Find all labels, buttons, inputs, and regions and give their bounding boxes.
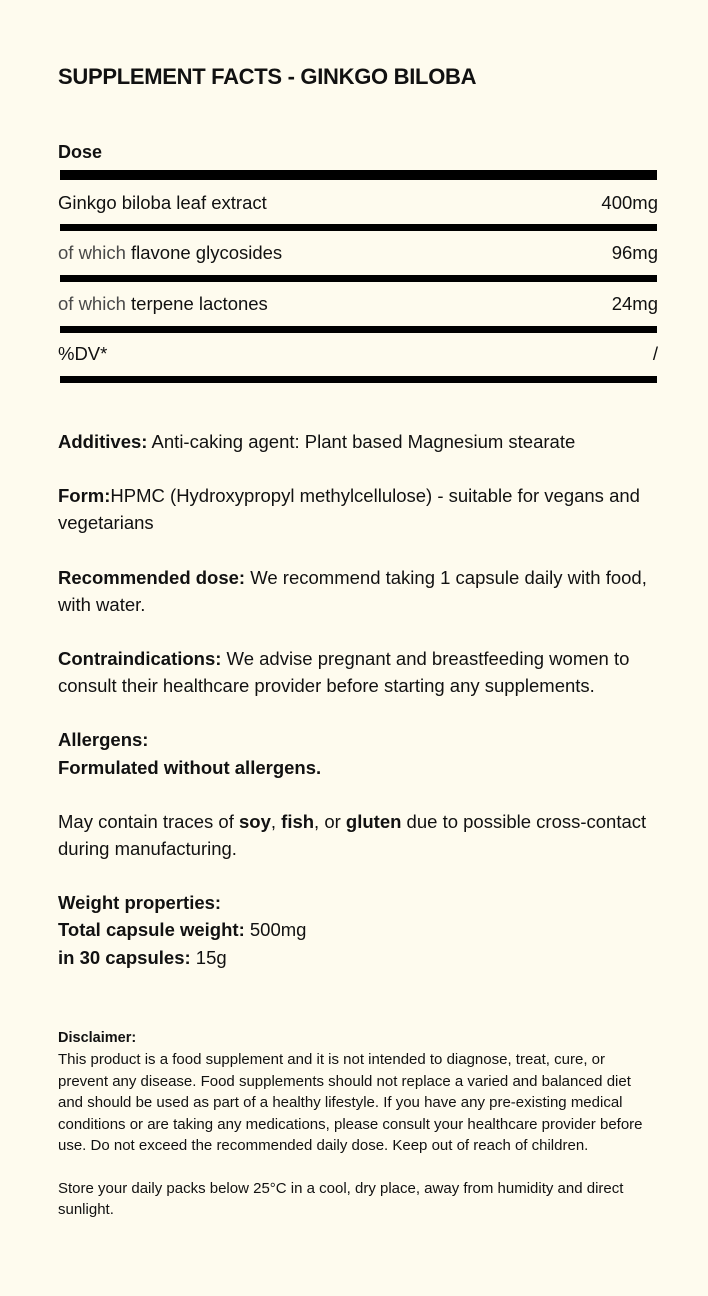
disclaimer-block — [58, 1027, 658, 1242]
weight-label: Weight properties: — [58, 892, 222, 914]
form-text: HPMC (Hydroxypropyl methylcellulose) - suitable for vegans and vegetarians — [58, 485, 640, 534]
weight-section — [58, 889, 658, 971]
table-row-terpene-lactones — [58, 291, 658, 317]
traces-text: due to possible cross-contact during manufacturing. — [58, 810, 647, 860]
row-label — [58, 341, 107, 367]
row-name: %DV* — [58, 343, 108, 364]
row-prefix: of which — [58, 293, 132, 314]
row-value: 400mg — [601, 192, 658, 213]
pack-weight-value: 15g — [190, 946, 227, 968]
row-value: / — [652, 343, 658, 364]
allergen-gluten: gluten — [345, 810, 402, 832]
row-name: flavone glycosides — [131, 242, 283, 263]
row-value: 24mg — [611, 293, 658, 314]
table-rule-top — [60, 170, 657, 180]
recommended-dose-label: Recommended dose: — [58, 566, 246, 588]
disclaimer-text: This product is a food supplement and it is not intended to diagnose, treat, cure, or prevent any disease. Food supplements should not replace a varied and balanced diet and should be used as part of a healthy lifestyle. If you have any pre-existing medical conditions or are taking any medications, please consult your healthcare provider before use. Do not exceed the recommended daily dose. Keep out of reach of children. — [58, 1051, 643, 1155]
disclaimer-label: Disclaimer: — [58, 1030, 137, 1046]
separator: , or — [314, 810, 346, 832]
allergens-section — [58, 726, 658, 780]
table-rule — [60, 326, 657, 333]
row-name: terpene lactones — [131, 293, 268, 314]
form-section — [58, 482, 658, 536]
disclaimer-section — [58, 1027, 658, 1156]
additives-text: Anti-caking agent: Plant based Magnesium stearate — [147, 431, 576, 452]
table-row-ginkgo-extract — [58, 190, 658, 216]
traces-section — [58, 808, 658, 862]
table-rule — [60, 224, 657, 231]
recommended-dose-section — [58, 564, 658, 618]
allergen-fish: fish — [281, 810, 315, 832]
dose-heading: Dose — [58, 142, 103, 162]
table-rule-bottom — [60, 376, 657, 383]
row-label — [58, 190, 267, 216]
allergen-soy: soy — [238, 810, 271, 832]
allergens-statement: Formulated without allergens. — [58, 756, 322, 778]
storage-instructions: Store your daily packs below 25°C in a cool, dry place, away from humidity and direct sunlight. — [58, 1179, 624, 1219]
table-row-flavone-glycosides — [58, 240, 658, 266]
traces-text: May contain traces of — [58, 810, 239, 832]
contraindications-section — [58, 645, 658, 699]
capsule-weight-label: Total capsule weight: — [58, 919, 245, 941]
product-details — [58, 428, 658, 998]
separator: , — [270, 810, 282, 832]
additives-section — [58, 428, 658, 455]
row-name: Ginkgo biloba leaf extract — [58, 192, 267, 213]
table-row-daily-value — [58, 341, 658, 367]
row-prefix: of which — [58, 242, 132, 263]
allergens-label: Allergens: — [58, 729, 149, 751]
row-label — [58, 291, 268, 317]
recommended-dose-text: We recommend taking 1 capsule daily with food, with water. — [58, 566, 647, 615]
pack-weight-label: in 30 capsules: — [58, 946, 191, 968]
page-title: SUPPLEMENT FACTS - GINKGO BILOBA — [58, 64, 477, 89]
contraindications-label: Contraindications: — [58, 648, 222, 670]
form-label: Form: — [58, 485, 111, 507]
additives-label: Additives: — [58, 431, 148, 452]
row-value: 96mg — [611, 242, 658, 263]
table-rule — [60, 275, 657, 282]
contraindications-text: We advise pregnant and breastfeeding women to consult their healthcare provider before starting any supplements. — [58, 648, 630, 697]
row-label — [58, 240, 282, 266]
capsule-weight-value: 500mg — [244, 919, 307, 941]
